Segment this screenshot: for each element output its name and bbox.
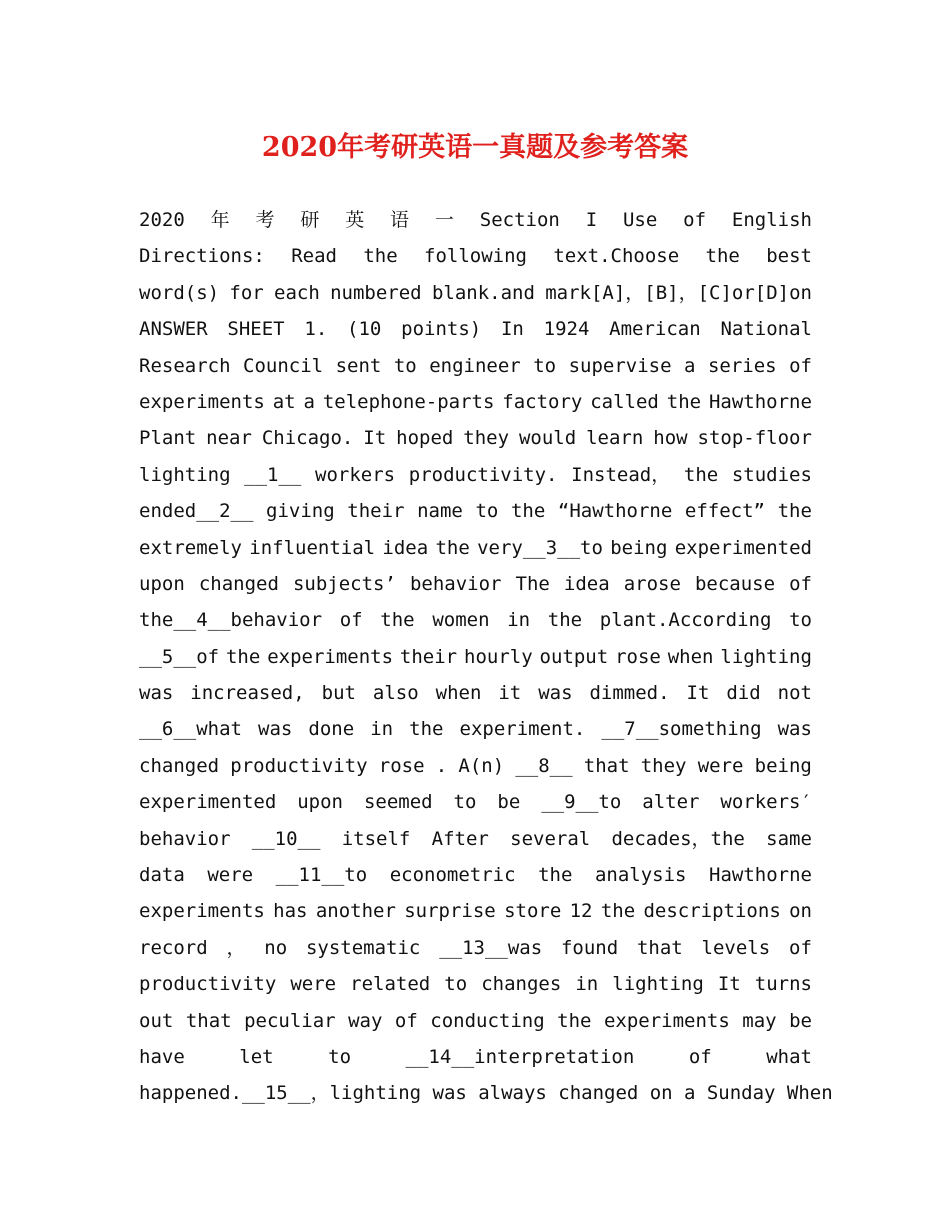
text-line bbox=[139, 602, 812, 638]
text-word: very__3__to bbox=[477, 536, 603, 559]
text-line bbox=[139, 784, 812, 820]
text-word: be bbox=[789, 1009, 812, 1032]
text-word: 1924 bbox=[543, 318, 590, 341]
text-word: turns bbox=[754, 973, 812, 996]
text-word: changes bbox=[481, 973, 562, 996]
text-word: “Hawthorne bbox=[557, 500, 673, 523]
text-word: 一 bbox=[434, 209, 454, 231]
text-line bbox=[139, 1075, 833, 1111]
text-word: that bbox=[636, 936, 683, 959]
text-word: increased, bbox=[190, 682, 305, 705]
text-line bbox=[139, 566, 812, 602]
text-word: 12 bbox=[569, 900, 593, 923]
text-word: extremely bbox=[139, 536, 242, 559]
text-word: on bbox=[649, 1082, 673, 1105]
text-word: record bbox=[139, 936, 208, 959]
text-word: productivity bbox=[139, 973, 277, 996]
text-word: best bbox=[766, 245, 812, 268]
text-word: to bbox=[453, 791, 477, 814]
text-word: was bbox=[432, 1082, 467, 1105]
text-word: the bbox=[705, 245, 740, 268]
text-word: that bbox=[583, 754, 630, 777]
text-word: experiments bbox=[603, 1009, 730, 1032]
text-line bbox=[139, 530, 812, 566]
text-word: to bbox=[789, 609, 812, 632]
text-word: was bbox=[258, 718, 293, 741]
text-word: the bbox=[409, 718, 444, 741]
text-word: being bbox=[610, 536, 668, 559]
text-word: when bbox=[435, 682, 482, 705]
text-word: The bbox=[515, 572, 550, 595]
text-line bbox=[139, 1039, 812, 1075]
text-word: on bbox=[789, 900, 812, 923]
text-word: seemed bbox=[363, 791, 433, 814]
text-word: for bbox=[229, 281, 264, 304]
text-word: __5__of bbox=[139, 645, 220, 668]
text-word: but bbox=[321, 682, 356, 705]
text-word: Sunday bbox=[706, 1082, 776, 1105]
text-word: __1__ bbox=[244, 463, 302, 486]
text-word: ANSWER bbox=[139, 318, 208, 341]
text-word: factory bbox=[502, 390, 583, 413]
text-word: stop-floor bbox=[697, 427, 812, 450]
text-word: output bbox=[539, 645, 609, 668]
text-word: 考 bbox=[255, 209, 275, 231]
text-word: peculiar bbox=[244, 1009, 336, 1032]
text-word: would bbox=[518, 427, 577, 450]
text-word: another bbox=[315, 900, 396, 923]
text-word: rose bbox=[615, 645, 661, 668]
text-word: the bbox=[538, 864, 573, 887]
text-word: also bbox=[372, 682, 419, 705]
text-word: alter bbox=[642, 791, 700, 814]
text-word: experiments bbox=[139, 900, 265, 923]
text-word: related bbox=[350, 973, 431, 996]
text-line bbox=[139, 893, 812, 929]
text-word: Hawthorne bbox=[709, 864, 812, 887]
text-word: in bbox=[575, 973, 599, 996]
text-word: same bbox=[766, 827, 812, 850]
text-word: numbered bbox=[330, 281, 422, 304]
text-word: __14__interpretation bbox=[405, 1045, 635, 1068]
text-line bbox=[139, 493, 812, 529]
text-line bbox=[139, 639, 812, 675]
text-word: ， bbox=[226, 936, 246, 959]
text-word: Section bbox=[479, 209, 560, 231]
text-word: __8__ bbox=[515, 754, 573, 777]
text-word: was bbox=[139, 682, 174, 705]
text-word: effect” bbox=[684, 500, 765, 523]
text-word: experiment. bbox=[459, 718, 586, 741]
text-word: sent bbox=[335, 354, 382, 377]
text-word: their bbox=[399, 645, 458, 668]
text-word: Directions: bbox=[139, 245, 265, 268]
text-word: being bbox=[754, 754, 812, 777]
text-word: Council bbox=[243, 354, 324, 377]
text-word: telephone-parts bbox=[322, 390, 495, 413]
text-word: of bbox=[683, 209, 707, 231]
text-word: __11__to bbox=[275, 864, 368, 887]
text-word: to bbox=[393, 354, 417, 377]
text-word: (10 bbox=[347, 318, 382, 341]
text-line bbox=[139, 457, 812, 493]
text-word: the bbox=[683, 463, 719, 486]
text-line bbox=[139, 311, 812, 347]
text-word: productivity bbox=[230, 754, 368, 777]
text-word: conducting bbox=[430, 1009, 545, 1032]
text-word: productivity. bbox=[408, 463, 558, 486]
text-word: ended__2__ bbox=[139, 500, 254, 523]
text-word: did bbox=[726, 682, 761, 705]
text-word: that bbox=[185, 1009, 232, 1032]
text-word: blank.and bbox=[431, 281, 535, 304]
text-word: because bbox=[694, 572, 776, 595]
text-word: mark[A]，[B]，[C]or[D]on bbox=[545, 281, 812, 304]
text-line bbox=[139, 857, 812, 893]
text-word: lighting bbox=[139, 463, 231, 486]
text-word: It bbox=[363, 427, 387, 450]
text-word: at bbox=[272, 390, 296, 413]
text-word: were bbox=[697, 754, 744, 777]
text-word: have bbox=[139, 1045, 185, 1068]
text-line bbox=[139, 711, 812, 747]
text-word: of bbox=[394, 1009, 418, 1032]
text-word: changed bbox=[558, 1082, 639, 1105]
text-word: experiments bbox=[267, 645, 394, 668]
text-word: series bbox=[707, 354, 777, 377]
text-word: the__4__behavior bbox=[139, 609, 323, 632]
text-word: rose bbox=[378, 754, 425, 777]
text-word: upon bbox=[297, 791, 343, 814]
text-line bbox=[139, 748, 812, 784]
text-word: it bbox=[498, 682, 522, 705]
text-word: each bbox=[274, 281, 320, 304]
document-body bbox=[139, 202, 833, 1112]
text-word: of bbox=[789, 354, 812, 377]
text-line bbox=[139, 821, 812, 857]
text-word: learn bbox=[586, 427, 644, 450]
text-word: lighting bbox=[612, 973, 704, 996]
text-word: the bbox=[380, 609, 415, 632]
text-word: changed bbox=[198, 572, 279, 595]
text-word: they bbox=[463, 427, 510, 450]
text-word: of bbox=[789, 936, 812, 959]
text-word: studies bbox=[731, 463, 812, 486]
text-word: the bbox=[435, 536, 470, 559]
text-word: near bbox=[206, 427, 252, 450]
text-word: analysis bbox=[594, 864, 687, 887]
text-word: when bbox=[667, 645, 714, 668]
text-word: experimented bbox=[674, 536, 812, 559]
text-word: the bbox=[363, 245, 398, 268]
text-word: American bbox=[609, 318, 701, 341]
text-word: the bbox=[510, 500, 546, 523]
text-word: of bbox=[789, 572, 812, 595]
text-word: word(s) bbox=[139, 281, 220, 304]
text-word: __6__what bbox=[139, 718, 242, 741]
text-word: 研 bbox=[300, 209, 320, 231]
text-word: done bbox=[308, 718, 355, 741]
text-word: let bbox=[239, 1045, 274, 1068]
text-word: happened.__15__，lighting bbox=[139, 1082, 422, 1105]
text-word: When bbox=[786, 1082, 833, 1105]
text-word: they bbox=[640, 754, 687, 777]
text-word: In bbox=[500, 318, 524, 341]
text-word: the bbox=[225, 645, 261, 668]
text-word: how bbox=[653, 427, 688, 450]
text-word: surprise bbox=[404, 900, 496, 923]
text-word: out bbox=[139, 1009, 174, 1032]
text-word: decades，the bbox=[611, 827, 745, 850]
text-word: I bbox=[585, 209, 598, 231]
text-word: following bbox=[424, 245, 527, 268]
text-word: name bbox=[417, 500, 463, 523]
text-word: __13__was bbox=[439, 936, 543, 959]
text-word: the bbox=[666, 390, 702, 413]
text-word: were bbox=[207, 864, 254, 887]
text-word: Hawthorne bbox=[708, 390, 812, 413]
text-word: hoped bbox=[396, 427, 454, 450]
text-word: to bbox=[328, 1045, 352, 1068]
text-line bbox=[139, 1003, 812, 1039]
text-word: arose bbox=[623, 572, 681, 595]
text-word: After bbox=[431, 827, 489, 850]
text-word: experiments bbox=[139, 390, 265, 413]
text-word: in bbox=[370, 718, 394, 741]
text-word: may bbox=[742, 1009, 777, 1032]
text-word: the bbox=[557, 1009, 592, 1032]
text-word: changed bbox=[139, 754, 220, 777]
text-word: experimented bbox=[139, 791, 277, 814]
text-word: Chicago. bbox=[261, 427, 354, 450]
text-word: in bbox=[507, 609, 531, 632]
text-word: idea bbox=[382, 536, 429, 559]
text-word: National bbox=[720, 318, 812, 341]
text-word: levels bbox=[701, 936, 771, 959]
text-word: their bbox=[347, 500, 405, 523]
text-word: giving bbox=[266, 500, 335, 523]
text-word: 语 bbox=[390, 209, 410, 231]
text-word: the bbox=[600, 900, 636, 923]
text-word: Plant bbox=[139, 427, 197, 450]
text-word: what bbox=[766, 1045, 812, 1068]
text-word: upon bbox=[139, 572, 185, 595]
text-word: has bbox=[273, 900, 308, 923]
text-line bbox=[139, 275, 812, 311]
text-word: Read bbox=[291, 245, 337, 268]
text-word: It bbox=[686, 682, 710, 705]
text-word: were bbox=[290, 973, 337, 996]
text-word: data bbox=[139, 864, 185, 887]
text-word: to bbox=[444, 973, 468, 996]
text-line bbox=[139, 384, 812, 420]
text-word: workers′ bbox=[720, 791, 812, 814]
text-word: the bbox=[547, 609, 583, 632]
text-word: Instead， bbox=[571, 463, 671, 486]
text-word: 年 bbox=[210, 209, 230, 231]
text-word: It bbox=[717, 973, 741, 996]
text-word: itself bbox=[341, 827, 411, 850]
text-word: . bbox=[435, 754, 448, 777]
text-word: of bbox=[339, 609, 363, 632]
text-word: behavior bbox=[139, 827, 231, 850]
text-word: be bbox=[497, 791, 521, 814]
text-word: dimmed. bbox=[589, 682, 670, 705]
text-word: 1. bbox=[304, 318, 328, 341]
text-word: a bbox=[303, 390, 315, 413]
text-word: several bbox=[510, 827, 591, 850]
text-line bbox=[139, 966, 812, 1002]
text-word: way bbox=[348, 1009, 383, 1032]
text-word: __9__to bbox=[541, 791, 622, 814]
text-word: __10__ bbox=[251, 827, 321, 850]
document-title: 2020年考研英语一真题及参考答案 bbox=[261, 132, 689, 163]
text-line bbox=[139, 930, 812, 966]
text-word: engineer bbox=[429, 354, 521, 377]
text-word: idea bbox=[563, 572, 610, 595]
text-word: to bbox=[475, 500, 499, 523]
text-line bbox=[139, 238, 812, 274]
text-word: called bbox=[590, 390, 659, 413]
text-word: to bbox=[533, 354, 557, 377]
text-line bbox=[139, 202, 812, 238]
text-word: Research bbox=[139, 354, 231, 377]
text-word: text.Choose bbox=[553, 245, 680, 268]
text-word: the bbox=[777, 500, 812, 523]
text-line bbox=[139, 420, 812, 456]
text-word: lighting bbox=[720, 645, 812, 668]
text-word: store bbox=[504, 900, 562, 923]
text-word: influential bbox=[249, 536, 376, 559]
text-word: women bbox=[432, 609, 490, 632]
text-word: no bbox=[264, 936, 288, 959]
text-word: supervise bbox=[568, 354, 672, 377]
text-line bbox=[139, 348, 812, 384]
text-word: A(n) bbox=[458, 754, 505, 777]
text-word: SHEET bbox=[227, 318, 285, 341]
text-word: Use bbox=[622, 209, 658, 231]
text-word: behavior bbox=[409, 572, 502, 595]
text-line bbox=[139, 675, 812, 711]
text-word: a bbox=[684, 354, 696, 377]
text-word: English bbox=[731, 209, 812, 231]
text-word: a bbox=[684, 1082, 696, 1105]
text-word: always bbox=[478, 1082, 547, 1105]
text-word: 2020 bbox=[139, 209, 185, 231]
text-word: systematic bbox=[305, 936, 421, 959]
text-word: __7__something bbox=[601, 718, 762, 741]
text-word: hourly bbox=[464, 645, 533, 668]
text-word: descriptions bbox=[643, 900, 781, 923]
text-word: points) bbox=[401, 318, 482, 341]
text-word: found bbox=[560, 936, 619, 959]
text-word: plant.According bbox=[599, 609, 772, 632]
text-word: not bbox=[777, 682, 812, 705]
text-word: of bbox=[688, 1045, 712, 1068]
text-word: workers bbox=[315, 463, 396, 486]
text-word: was bbox=[777, 718, 812, 741]
text-word: subjects’ bbox=[292, 572, 396, 595]
text-word: 英 bbox=[345, 209, 365, 231]
text-word: econometric bbox=[389, 864, 516, 887]
text-word: was bbox=[538, 682, 573, 705]
